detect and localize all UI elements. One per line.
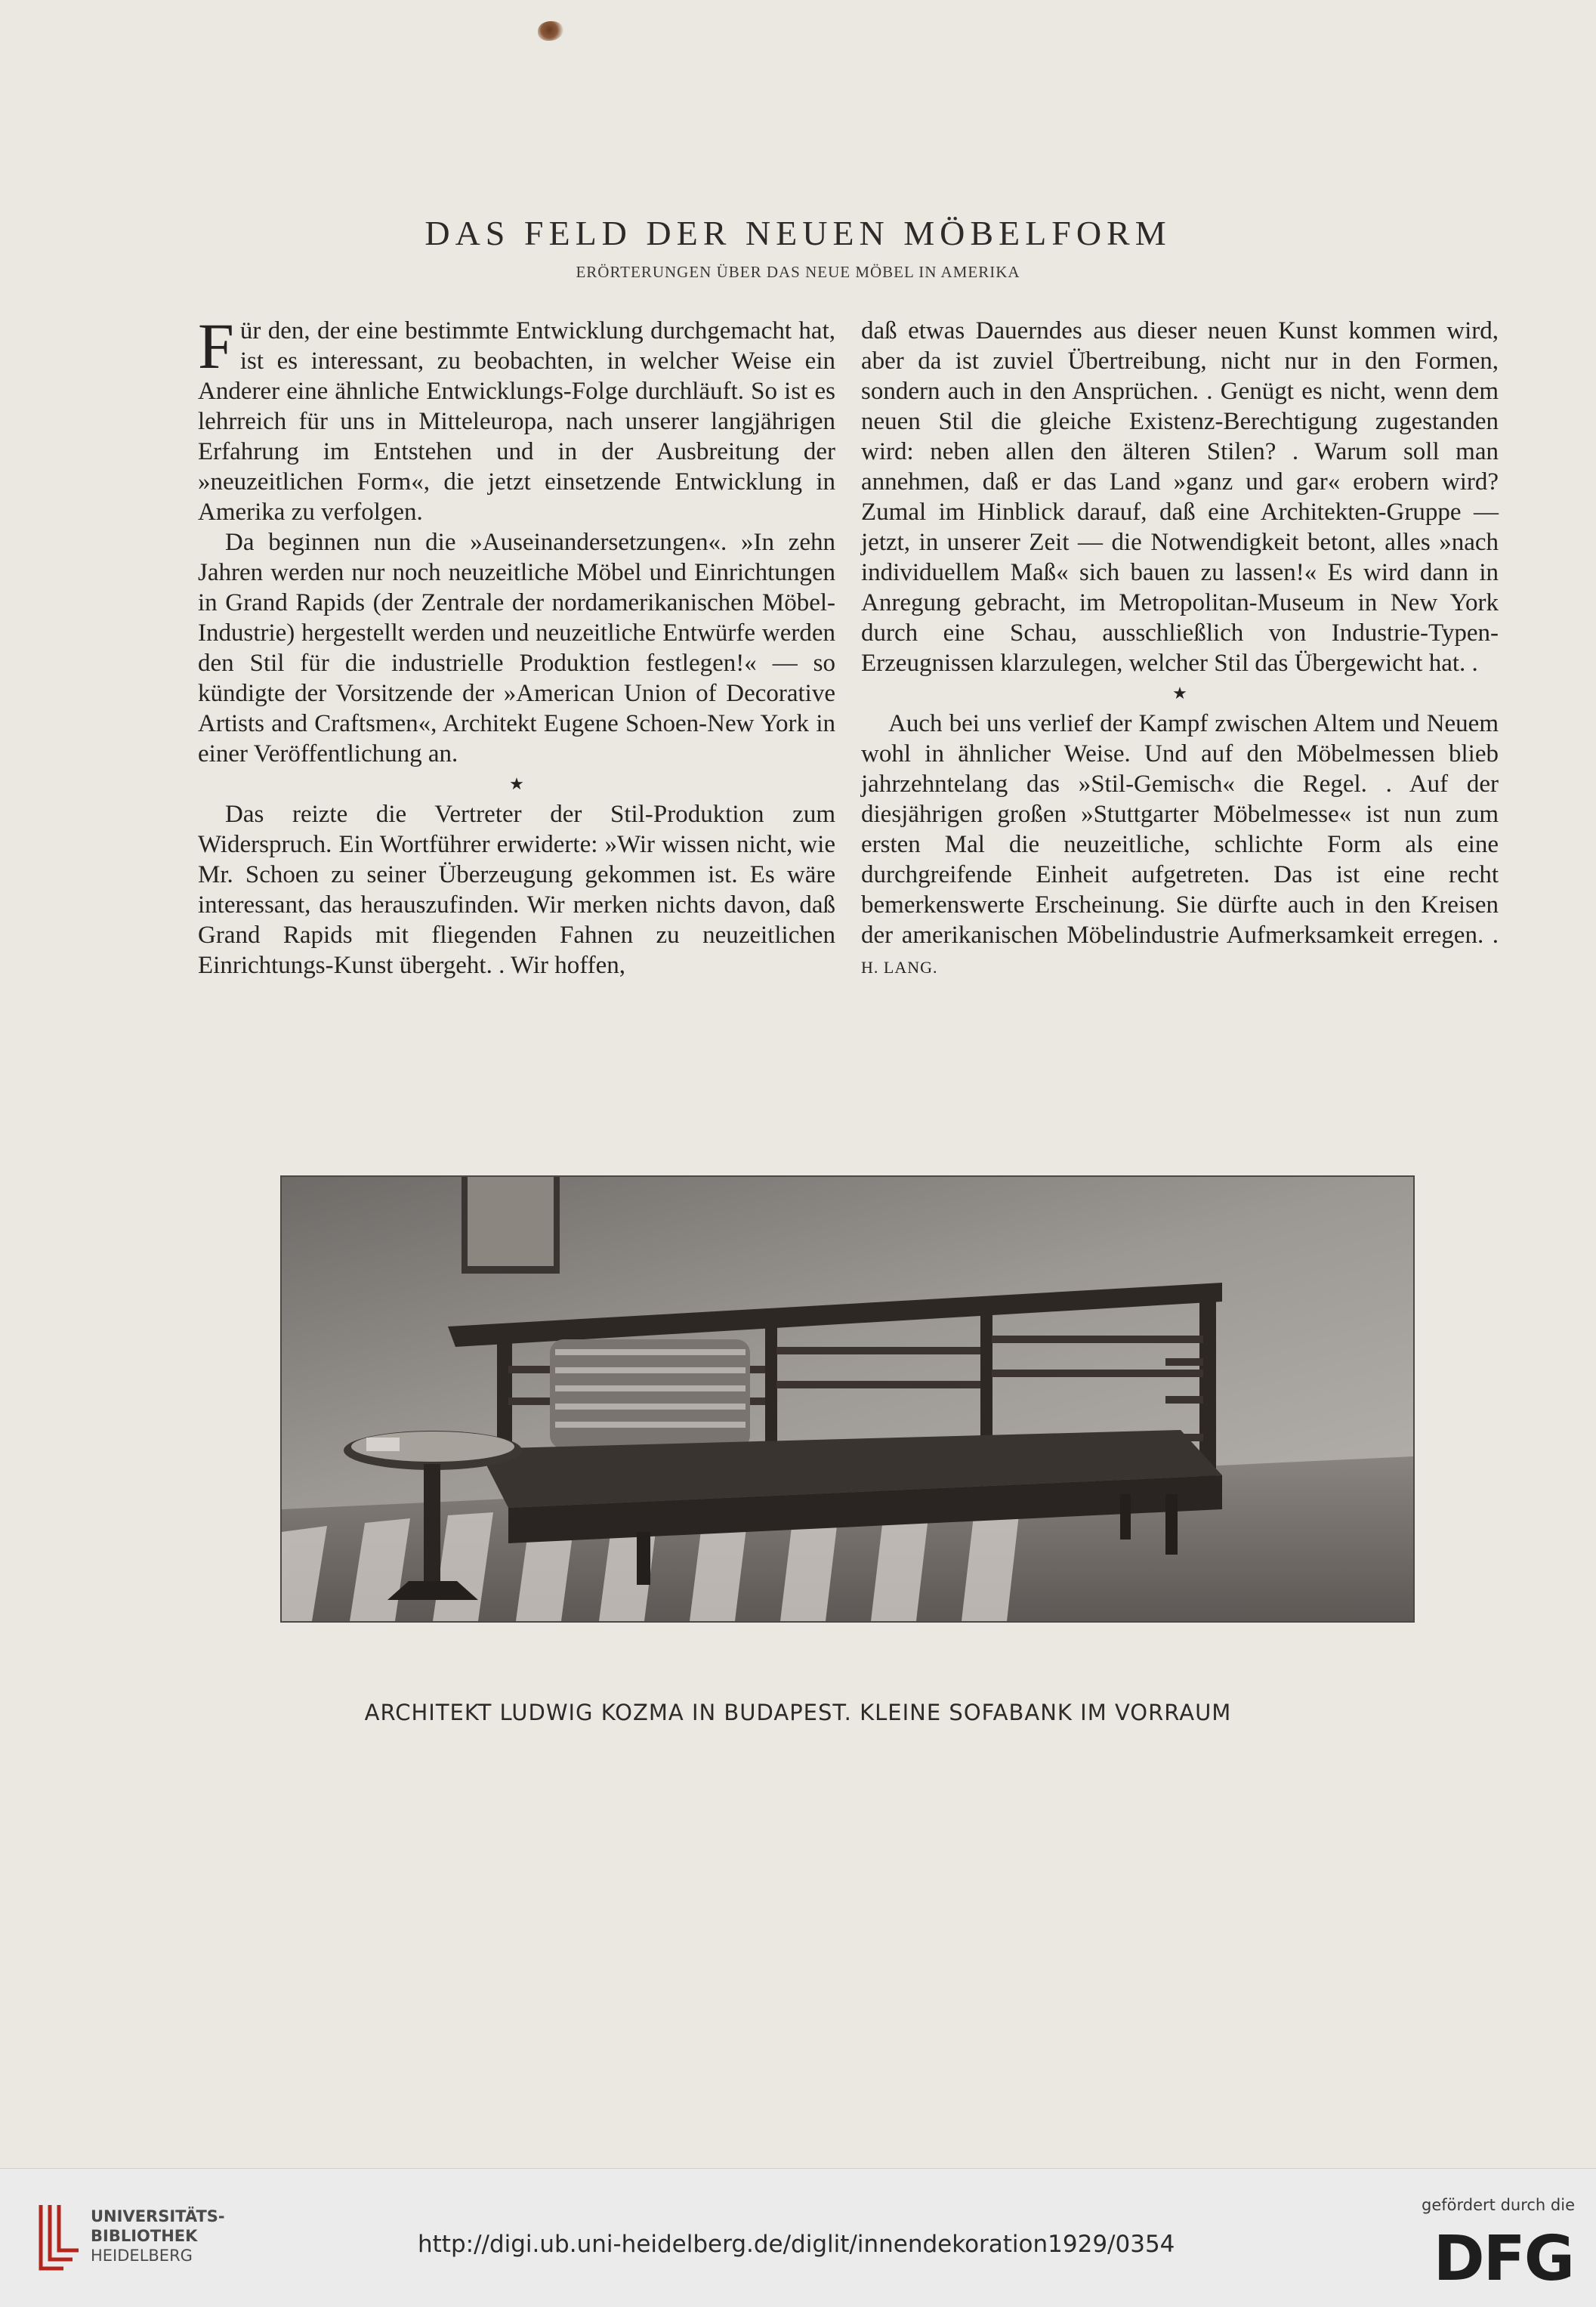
university-library-logo-icon — [33, 2199, 82, 2275]
right-column — [861, 316, 1499, 983]
drop-cap: F — [198, 310, 234, 382]
paragraph: Für den, der eine bestimmte Entwicklung durchgemacht hat, ist es interessant, zu beobachten, in welcher Weise ein Anderer eine ähnliche Entwicklungs-Folge durchläuft. So ist es lehrreich für uns in Mitteleuropa, nach unserer langjährigen Erfahrung im Entstehen und in der Ausbreitung der »neuzeitlichen Form«, die jetzt einsetzende Entwicklung in Amerika zu verfolgen. — [198, 310, 835, 526]
left-column — [198, 310, 835, 981]
article-title: DAS FELD DER NEUEN MÖBELFORM — [424, 214, 1172, 252]
footer-bar — [0, 2168, 1596, 2307]
author-signature: H. LANG. — [861, 958, 938, 977]
paragraph: Auch bei uns verlief der Kampf zwischen Altem und Neuem wohl in ähnlicher Weise. Und auf den Möbelmessen blieb jahrzehntelang das »Stil-Gemisch« die Regel. . Auf der diesjährigen großen »Stuttgarter Möbelmesse« ist nun zum ersten Mal die neuzeitliche, schlichte Form als eine durchgreifende Einheit aufgetreten. Das ist eine recht bemerkenswerte Erscheinung. Sie dürfte auch in den Kreisen der amerikanischen Möbelindustrie Aufmerksamkeit erregen. . H. LANG. — [861, 710, 1499, 977]
section-separator: ★ — [1172, 684, 1187, 703]
photo-caption: ARCHITEKT LUDWIG KOZMA IN BUDAPEST. KLEINE SOFABANK IM VORRAUM — [364, 1700, 1232, 1725]
paper-stain — [538, 21, 563, 41]
dfg-logo: DFG — [1433, 2223, 1573, 2295]
sofa-photograph — [282, 1177, 1413, 1621]
university-library-name: UNIVERSITÄTS- BIBLIOTHEK HEIDELBERG — [91, 2207, 225, 2265]
permalink-url[interactable]: http://digi.ub.uni-heidelberg.de/diglit/innendekoration1929/0354 — [418, 2231, 1175, 2258]
paragraph: Da beginnen nun die »Auseinandersetzungen«. »In zehn Jahren werden nur noch neuzeitliche Möbel und Einrichtungen in Grand Rapids (der Zentrale der nordamerikanischen Möbel-Industrie) hergestellt werden und neuzeitliche Entwürfe werden den Stil für die industrielle Produktion festlegen!« — so kündigte der Vorsitzende der »American Union of Decorative Artists and Craftsmen«, Architekt Eugene Schoen-New York in einer Veröffentlichung an. — [198, 529, 835, 767]
paragraph: daß etwas Dauerndes aus dieser neuen Kunst kommen wird, aber da ist zuviel Übertreibung, nicht nur in den Formen, sondern auch in den Ansprüchen. . Genügt es nicht, wenn dem neuen Stil die gleiche Existenz-Berechtigung zugestanden wird: neben allen den älteren Stilen? . Warum soll man annehmen, daß er das Land »ganz und gar« erobern wird? Zumal im Hinblick darauf, daß eine Architekten-Gruppe — jetzt, in unserer Zeit — die Notwendigkeit betont, alles »nach individuellem Maß« sich bauen zu lassen!« Es wird dann in Anregung gebracht, im Metropolitan-Museum in New York durch eine Schau, ausschließlich von Industrie-Typen-Erzeugnissen klarzulegen, welcher Stil das Übergewicht hat. . — [861, 317, 1499, 677]
article-subtitle: ERÖRTERUNGEN ÜBER DAS NEUE MÖBEL IN AMERIKA — [576, 263, 1020, 281]
paragraph: Das reizte die Vertreter der Stil-Produktion zum Widerspruch. Ein Wortführer erwiderte: »Wir wissen nicht, wie Mr. Schoen zu seiner Überzeugung gekommen ist. Es wäre interessant, das herauszufinden. Wir merken nichts davon, daß Grand Rapids mit fliegenden Fahnen zu neuzeitlichen Einrichtungs-Kunst übergeht. . Wir hoffen, — [198, 801, 835, 979]
section-separator: ★ — [509, 774, 524, 793]
funded-by-label: gefördert durch die — [1422, 2196, 1575, 2214]
